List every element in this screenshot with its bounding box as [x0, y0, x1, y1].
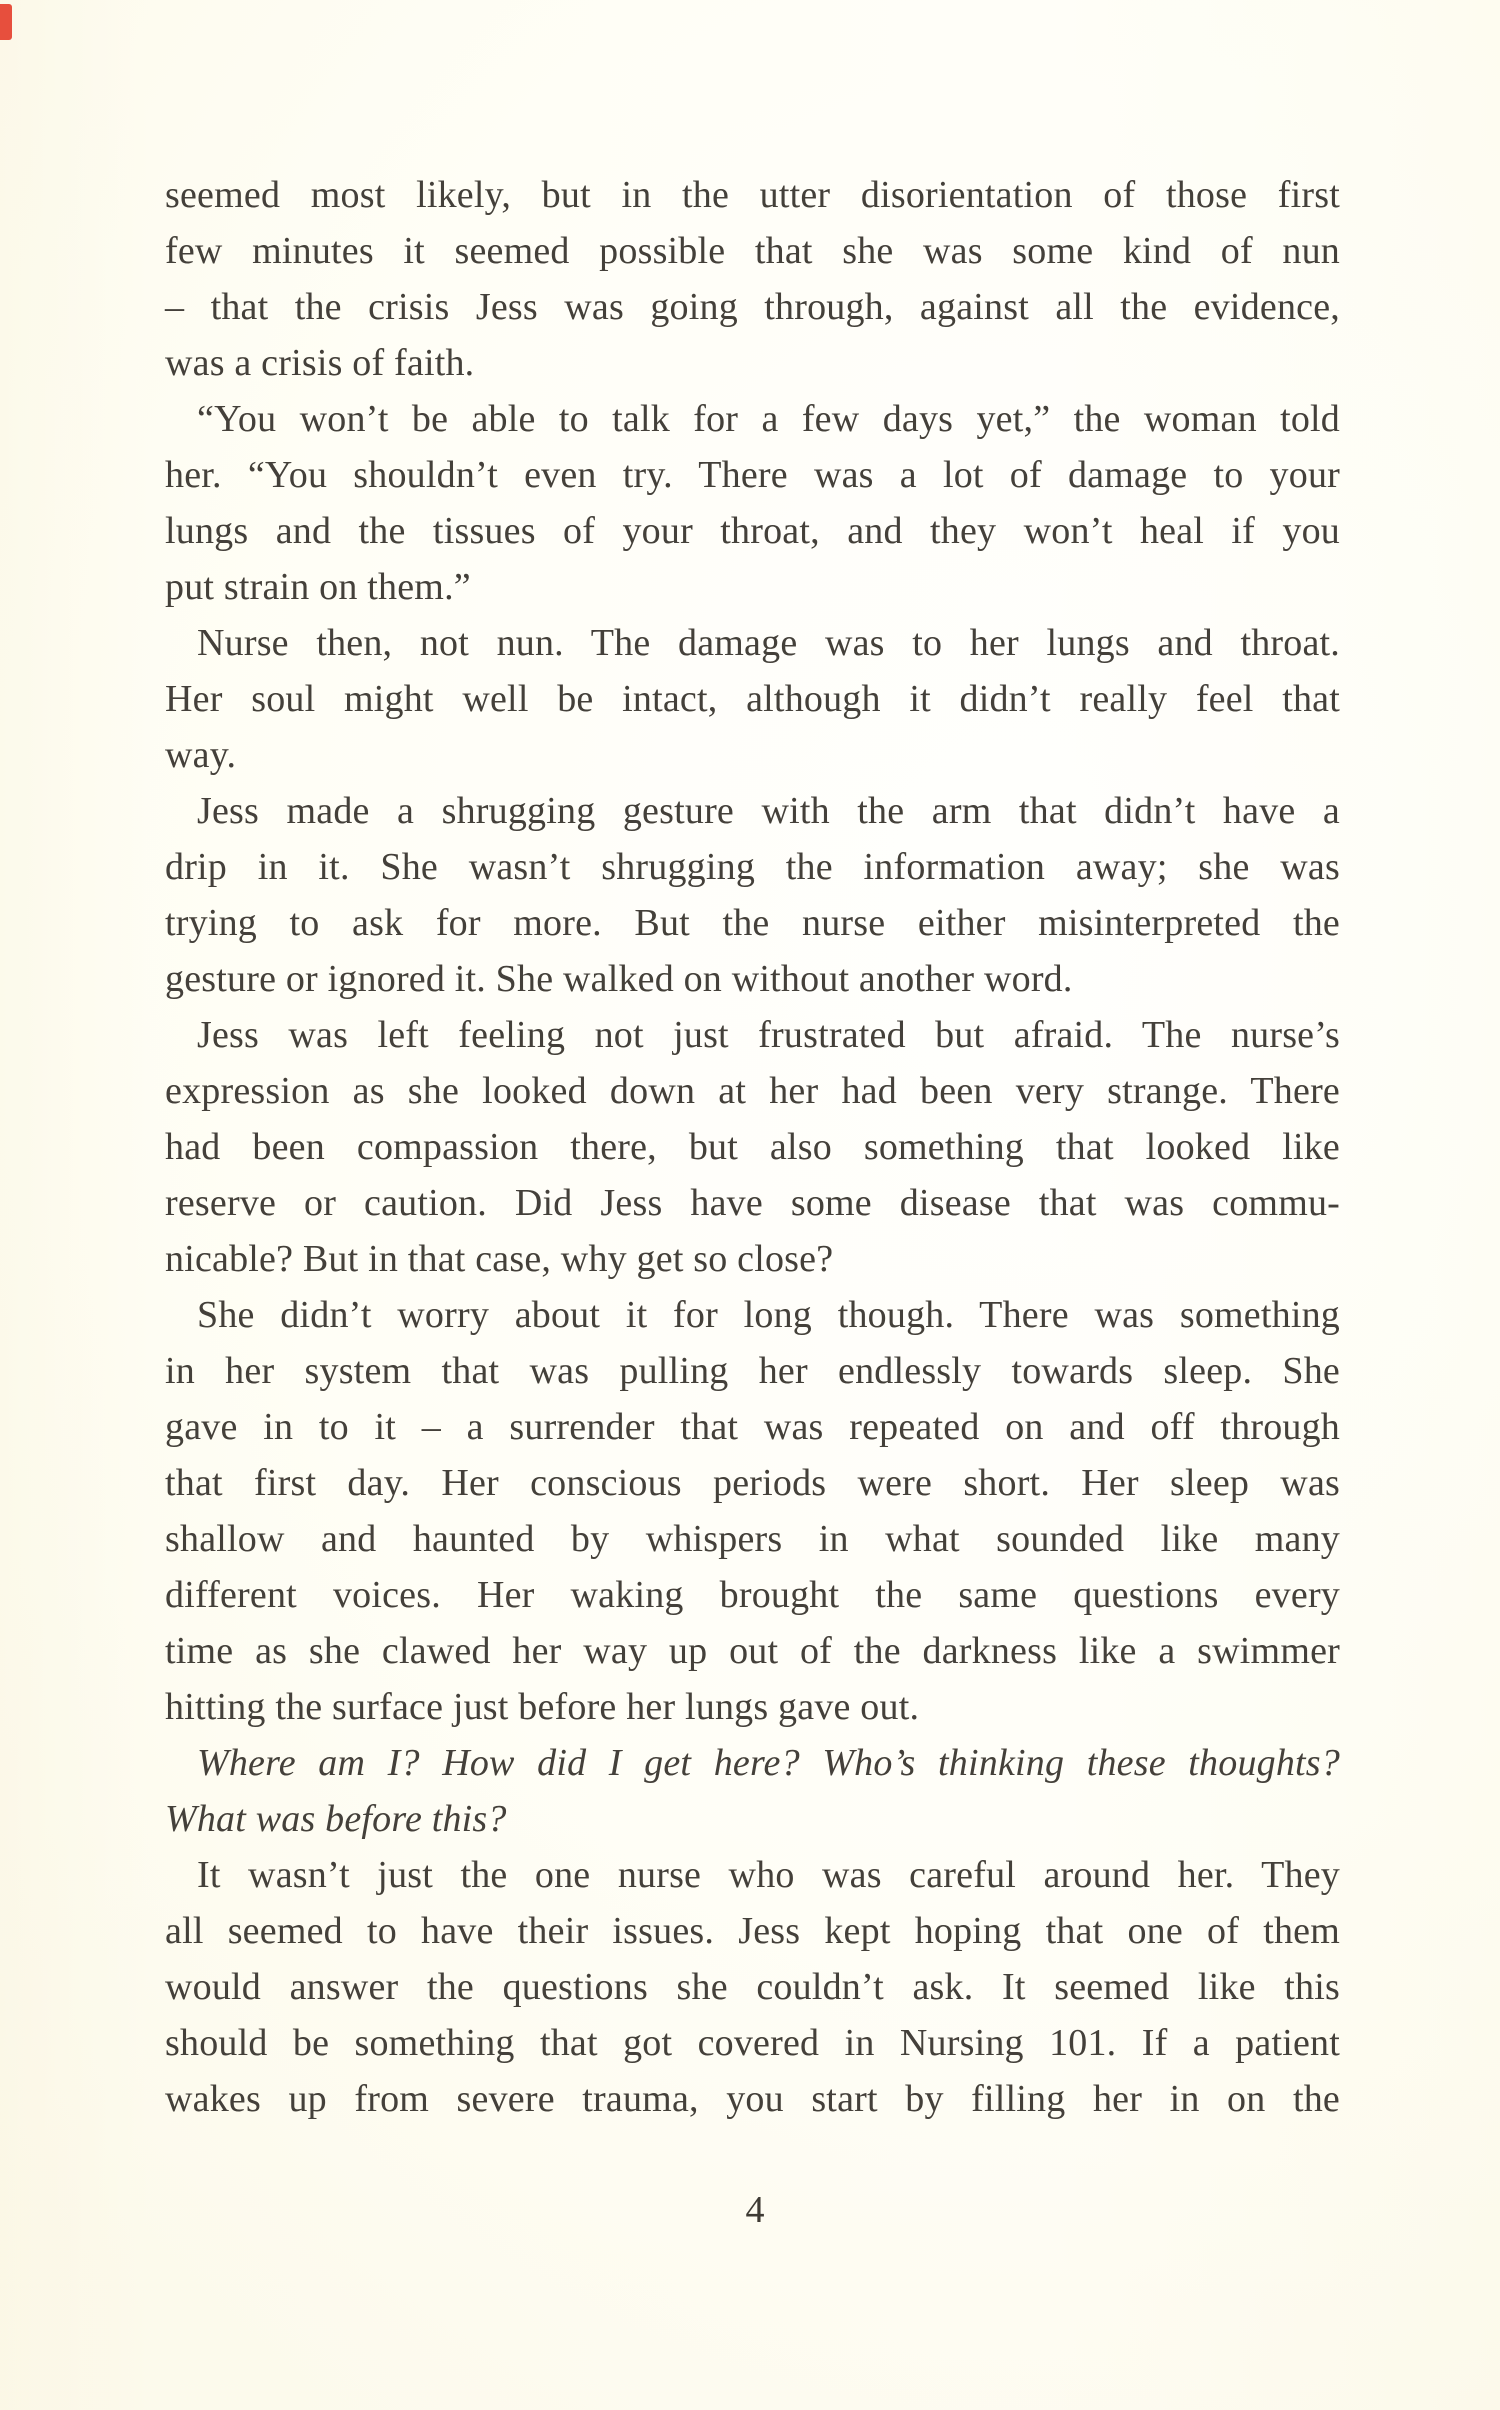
text-line: She didn’t worry about it for long though. There was something: [197, 1294, 1340, 1336]
text-line: Jess made a shrugging gesture with the arm that didn’t have a: [197, 790, 1340, 832]
text-line: had been compassion there, but also something that looked like: [165, 1126, 1340, 1168]
text-line: gesture or ignored it. She walked on without another word.: [165, 958, 1073, 1000]
text-line: was a crisis of faith.: [165, 342, 475, 384]
text-line: hitting the surface just before her lungs gave out.: [165, 1686, 920, 1728]
text-line: few minutes it seemed possible that she was some kind of nun: [165, 230, 1340, 272]
text-line: her. “You shouldn’t even try. There was a lot of damage to your: [165, 454, 1340, 496]
text-line: “You won’t be able to talk for a few days yet,” the woman told: [197, 398, 1340, 440]
text-line: in her system that was pulling her endlessly towards sleep. She: [165, 1350, 1340, 1392]
text-line: nicable? But in that case, why get so close?: [165, 1238, 834, 1280]
scan-corner-mark: [0, 4, 12, 40]
text-line: all seemed to have their issues. Jess kept hoping that one of them: [165, 1910, 1340, 1952]
page-text-block: [165, 167, 1340, 2127]
text-line: – that the crisis Jess was going through, against all the evidence,: [165, 286, 1340, 328]
text-line: would answer the questions she couldn’t ask. It seemed like this: [165, 1966, 1340, 2008]
text-line: drip in it. She wasn’t shrugging the information away; she was: [165, 846, 1340, 888]
text-line: Her soul might well be intact, although it didn’t really feel that: [165, 678, 1340, 720]
text-line: that first day. Her conscious periods were short. Her sleep was: [165, 1462, 1340, 1504]
text-line: reserve or caution. Did Jess have some disease that was commu-: [165, 1182, 1340, 1224]
text-line: should be something that got covered in Nursing 101. If a patient: [165, 2022, 1340, 2064]
text-line: gave in to it – a surrender that was repeated on and off through: [165, 1406, 1340, 1448]
text-line: expression as she looked down at her had been very strange. There: [165, 1070, 1340, 1112]
text-line: time as she clawed her way up out of the darkness like a swimmer: [165, 1630, 1340, 1672]
text-line: way.: [165, 734, 237, 776]
text-line: trying to ask for more. But the nurse either misinterpreted the: [165, 902, 1340, 944]
text-line: different voices. Her waking brought the same questions every: [165, 1574, 1340, 1616]
text-line: put strain on them.”: [165, 566, 471, 608]
text-line: shallow and haunted by whispers in what sounded like many: [165, 1518, 1340, 1560]
text-line: Nurse then, not nun. The damage was to her lungs and throat.: [197, 622, 1340, 664]
text-line: It wasn’t just the one nurse who was careful around her. They: [197, 1854, 1340, 1896]
text-line: wakes up from severe trauma, you start by filling her in on the: [165, 2078, 1340, 2120]
text-line: lungs and the tissues of your throat, and they won’t heal if you: [165, 510, 1340, 552]
text-line: seemed most likely, but in the utter disorientation of those first: [165, 174, 1340, 216]
page-number: 4: [745, 2189, 765, 2231]
text-line: Where am I? How did I get here? Who’s thinking these thoughts?: [197, 1742, 1340, 1784]
text-line: Jess was left feeling not just frustrated but afraid. The nurse’s: [197, 1014, 1340, 1056]
text-line: What was before this?: [165, 1798, 507, 1840]
